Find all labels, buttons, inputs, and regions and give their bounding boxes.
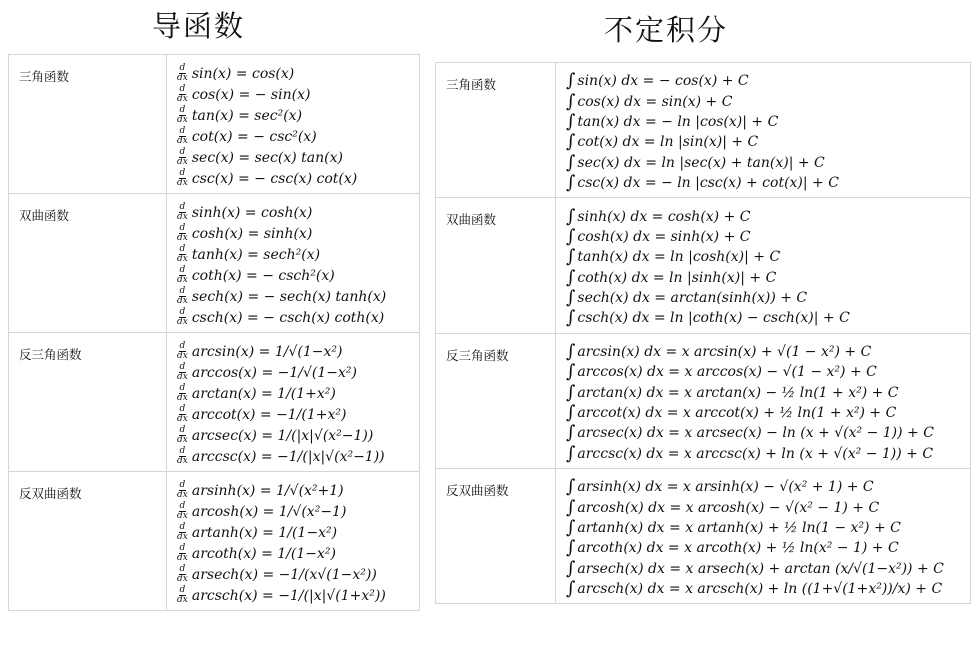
integral-sign-icon: ∫	[566, 442, 576, 464]
formula-text: tan(x) dx = − ln |cos(x)| + C	[577, 113, 779, 130]
derivative-operator-numerator: d	[179, 543, 186, 553]
formula-text: cot(x) dx = ln |sin(x)| + C	[577, 134, 759, 151]
formula-text: cosh(x) dx = sinh(x) + C	[577, 228, 751, 245]
formula-text: arctan(x) = 1/(1+x²)	[191, 385, 336, 402]
derivative-formula	[177, 564, 413, 585]
derivative-operator-denominator: dx	[177, 414, 188, 424]
derivative-operator-denominator: dx	[177, 372, 188, 382]
formula-text: arsinh(x) = 1/√(x²+1)	[191, 482, 344, 499]
derivative-operator-denominator: dx	[177, 532, 188, 542]
derivative-operator	[177, 447, 188, 466]
formula-text: sec(x) dx = ln |sec(x) + tan(x)| + C	[577, 154, 825, 171]
integral-formula	[566, 518, 964, 538]
derivative-operator-numerator: d	[179, 585, 186, 595]
derivative-operator-numerator: d	[179, 522, 186, 532]
integral-formula	[566, 579, 964, 599]
derivative-operator	[177, 502, 188, 521]
derivative-formula	[177, 168, 413, 189]
derivative-operator-numerator: d	[179, 501, 186, 511]
integrals-table-row	[436, 63, 971, 198]
integrals-table-row	[436, 469, 971, 604]
derivative-operator-denominator: dx	[177, 317, 188, 327]
derivative-operator-numerator: d	[179, 223, 186, 233]
integral-formula	[566, 382, 964, 402]
category-label: 双曲函数	[9, 194, 167, 333]
integral-formula	[566, 206, 964, 226]
derivatives-table-row	[9, 333, 420, 472]
formula-text: sin(x) dx = − cos(x) + C	[577, 73, 749, 90]
derivative-formula	[177, 265, 413, 286]
integral-sign-icon: ∫	[566, 496, 576, 518]
formula-text: cot(x) = − csc²(x)	[191, 128, 317, 145]
derivative-operator-numerator: d	[179, 425, 186, 435]
integral-sign-icon: ∫	[566, 172, 576, 194]
derivative-formula	[177, 480, 413, 501]
derivative-formula	[177, 84, 413, 105]
formula-text: cos(x) dx = sin(x) + C	[577, 93, 733, 110]
integral-formula	[566, 153, 964, 173]
derivative-operator-numerator: d	[179, 63, 186, 73]
integral-sign-icon: ∫	[566, 578, 576, 600]
derivatives-table-row	[9, 194, 420, 333]
derivative-operator-numerator: d	[179, 244, 186, 254]
formula-text: arccsc(x) dx = x arccsc(x) + ln (x + √(x² − 1)) + C	[577, 445, 934, 462]
derivative-operator-denominator: dx	[177, 233, 188, 243]
derivative-operator	[177, 342, 188, 361]
integral-sign-icon: ∫	[566, 205, 576, 227]
integral-formula	[566, 444, 964, 464]
derivative-operator	[177, 266, 188, 285]
category-label: 双曲函数	[436, 198, 556, 333]
derivative-operator-denominator: dx	[177, 275, 188, 285]
integral-sign-icon: ∫	[566, 381, 576, 403]
integral-sign-icon: ∫	[566, 246, 576, 268]
derivatives-table-row	[9, 472, 420, 611]
derivative-operator-numerator: d	[179, 84, 186, 94]
category-label: 三角函数	[9, 55, 167, 194]
category-label: 反三角函数	[9, 333, 167, 472]
derivative-operator-numerator: d	[179, 446, 186, 456]
integral-sign-icon: ∫	[566, 361, 576, 383]
derivative-operator	[177, 586, 188, 605]
integrals-table	[435, 62, 971, 604]
formula-text: tan(x) = sec²(x)	[191, 107, 303, 124]
integrals-table-row	[436, 198, 971, 333]
integral-formula	[566, 477, 964, 497]
derivative-operator-denominator: dx	[177, 490, 188, 500]
formula-text: arccos(x) = −1/√(1−x²)	[191, 364, 357, 381]
integral-formula	[566, 423, 964, 443]
formula-text: arccos(x) dx = x arccos(x) − √(1 − x²) + C	[577, 364, 877, 381]
integral-formula	[566, 559, 964, 579]
integral-formula	[566, 308, 964, 328]
integral-sign-icon: ∫	[566, 131, 576, 153]
integral-sign-icon: ∫	[566, 90, 576, 112]
derivative-operator	[177, 106, 188, 125]
derivative-operator-denominator: dx	[177, 393, 188, 403]
derivative-operator-denominator: dx	[177, 574, 188, 584]
derivative-formula	[177, 105, 413, 126]
derivative-operator-numerator: d	[179, 383, 186, 393]
integral-sign-icon: ∫	[566, 110, 576, 132]
derivative-operator-denominator: dx	[177, 296, 188, 306]
derivative-formula	[177, 126, 413, 147]
derivative-operator-numerator: d	[179, 286, 186, 296]
formula-text: csch(x) = − csch(x) coth(x)	[191, 309, 385, 326]
formula-text: sin(x) = cos(x)	[191, 65, 295, 82]
formula-text: arccot(x) dx = x arccot(x) + ½ ln(1 + x²) + C	[577, 405, 897, 422]
derivative-operator	[177, 169, 188, 188]
derivative-operator	[177, 405, 188, 424]
integral-formula	[566, 538, 964, 558]
integrals-table-row	[436, 333, 971, 468]
formula-text: arsech(x) = −1/(x√(1−x²))	[191, 566, 377, 583]
formula-text: csc(x) = − csc(x) cot(x)	[191, 170, 358, 187]
derivative-operator-numerator: d	[179, 265, 186, 275]
formula-text: arcsec(x) = 1/(|x|√(x²−1))	[191, 427, 374, 444]
formula-text: tanh(x) dx = ln |cosh(x)| + C	[577, 249, 781, 266]
derivative-formula	[177, 286, 413, 307]
category-label: 反双曲函数	[436, 469, 556, 604]
derivative-formula	[177, 522, 413, 543]
formula-text: artanh(x) = 1/(1−x²)	[191, 524, 338, 541]
formula-text: arsech(x) dx = x arsech(x) + arctan (x/√(1−x²)) + C	[577, 560, 944, 577]
formula-text: sech(x) dx = arctan(sinh(x)) + C	[577, 290, 808, 307]
derivative-formula	[177, 362, 413, 383]
derivative-operator-numerator: d	[179, 307, 186, 317]
integral-sign-icon: ∫	[566, 225, 576, 247]
formula-text: arcoth(x) dx = x arcoth(x) + ½ ln(x² − 1) + C	[577, 540, 899, 557]
derivative-operator	[177, 127, 188, 146]
formula-text: arccsc(x) = −1/(|x|√(x²−1))	[191, 448, 385, 465]
integral-formula	[566, 288, 964, 308]
formula-text: coth(x) dx = ln |sinh(x)| + C	[577, 269, 777, 286]
integral-formula	[566, 132, 964, 152]
formula-cell	[556, 63, 971, 198]
integral-sign-icon: ∫	[566, 557, 576, 579]
derivative-operator	[177, 85, 188, 104]
integral-formula	[566, 342, 964, 362]
derivative-formula	[177, 383, 413, 404]
derivative-formula	[177, 501, 413, 522]
derivative-operator-denominator: dx	[177, 115, 188, 125]
derivative-formula	[177, 425, 413, 446]
derivative-operator-denominator: dx	[177, 157, 188, 167]
integral-formula	[566, 247, 964, 267]
formula-text: csc(x) dx = − ln |csc(x) + cot(x)| + C	[577, 175, 839, 192]
integral-sign-icon: ∫	[566, 537, 576, 559]
integral-sign-icon: ∫	[566, 151, 576, 173]
derivative-operator	[177, 481, 188, 500]
derivative-operator-denominator: dx	[177, 73, 188, 83]
derivative-formula	[177, 202, 413, 223]
category-label: 反双曲函数	[9, 472, 167, 611]
formula-text: artanh(x) dx = x artanh(x) + ½ ln(1 − x²) + C	[577, 520, 901, 536]
derivative-operator-numerator: d	[179, 480, 186, 490]
formula-text: arccot(x) = −1/(1+x²)	[191, 406, 347, 423]
integral-formula	[566, 173, 964, 193]
formula-text: csch(x) dx = ln |coth(x) − csch(x)| + C	[577, 310, 850, 327]
derivative-operator	[177, 64, 188, 83]
formula-text: arctan(x) dx = x arctan(x) − ½ ln(1 + x²) + C	[577, 384, 899, 401]
derivative-operator-numerator: d	[179, 404, 186, 414]
derivative-operator	[177, 308, 188, 327]
formula-cell	[556, 198, 971, 333]
integral-formula	[566, 362, 964, 382]
derivative-operator	[177, 565, 188, 584]
formula-cell	[167, 55, 420, 194]
formula-cell	[167, 194, 420, 333]
derivative-formula	[177, 63, 413, 84]
derivative-formula	[177, 307, 413, 328]
derivative-operator	[177, 384, 188, 403]
formula-cell	[556, 469, 971, 604]
derivative-operator-denominator: dx	[177, 136, 188, 146]
derivative-operator-numerator: d	[179, 147, 186, 157]
formula-text: arcosh(x) dx = x arcosh(x) − √(x² − 1) + C	[577, 499, 880, 516]
integral-formula	[566, 112, 964, 132]
formula-text: cosh(x) = sinh(x)	[191, 225, 313, 242]
derivative-operator-denominator: dx	[177, 178, 188, 188]
derivative-formula	[177, 543, 413, 564]
derivative-formula	[177, 244, 413, 265]
derivative-operator-denominator: dx	[177, 553, 188, 563]
derivative-operator	[177, 363, 188, 382]
derivative-operator	[177, 426, 188, 445]
formula-text: tanh(x) = sech²(x)	[191, 246, 321, 263]
derivative-operator-denominator: dx	[177, 94, 188, 104]
integral-sign-icon: ∫	[566, 340, 576, 362]
derivative-operator	[177, 287, 188, 306]
integral-formula	[566, 71, 964, 91]
derivative-formula	[177, 147, 413, 168]
derivatives-table-row	[9, 55, 420, 194]
formula-cell	[556, 333, 971, 468]
formula-text: arcsch(x) = −1/(|x|√(1+x²))	[191, 587, 386, 604]
derivative-formula	[177, 404, 413, 425]
integral-sign-icon: ∫	[566, 70, 576, 92]
derivative-operator-numerator: d	[179, 362, 186, 372]
category-label: 反三角函数	[436, 333, 556, 468]
derivative-operator-numerator: d	[179, 126, 186, 136]
derivative-operator-numerator: d	[179, 168, 186, 178]
integral-sign-icon: ∫	[566, 402, 576, 424]
formula-text: arcsch(x) dx = x arcsch(x) + ln ((1+√(1+x²))/x) + C	[577, 581, 943, 598]
integral-sign-icon: ∫	[566, 307, 576, 329]
integral-formula	[566, 227, 964, 247]
derivative-operator-denominator: dx	[177, 212, 188, 222]
formula-text: arsinh(x) dx = x arsinh(x) − √(x² + 1) + C	[577, 479, 874, 496]
integral-sign-icon: ∫	[566, 266, 576, 288]
integral-formula	[566, 403, 964, 423]
derivative-operator-denominator: dx	[177, 511, 188, 521]
category-label: 三角函数	[436, 63, 556, 198]
derivative-operator	[177, 203, 188, 222]
formula-text: arcosh(x) = 1/√(x²−1)	[191, 503, 347, 520]
derivative-operator-denominator: dx	[177, 435, 188, 445]
formula-text: arcsec(x) dx = x arcsec(x) − ln (x + √(x² − 1)) + C	[577, 425, 934, 442]
derivatives-title: 导函数	[152, 9, 246, 43]
integrals-title: 不定积分	[604, 13, 729, 47]
formula-text: sec(x) = sec(x) tan(x)	[191, 149, 343, 166]
derivatives-table	[8, 54, 420, 611]
derivative-operator-numerator: d	[179, 564, 186, 574]
integral-sign-icon: ∫	[566, 287, 576, 309]
derivative-operator-numerator: d	[179, 105, 186, 115]
derivative-operator	[177, 224, 188, 243]
derivative-operator	[177, 523, 188, 542]
derivative-operator-denominator: dx	[177, 351, 188, 361]
formula-text: cos(x) = − sin(x)	[191, 86, 311, 103]
integral-formula	[566, 497, 964, 517]
derivative-operator	[177, 148, 188, 167]
derivative-formula	[177, 446, 413, 467]
formula-text: sinh(x) = cosh(x)	[191, 204, 313, 221]
formula-text: arcoth(x) = 1/(1−x²)	[191, 545, 336, 562]
derivative-formula	[177, 223, 413, 244]
formula-text: coth(x) = − csch²(x)	[191, 267, 335, 284]
integral-sign-icon: ∫	[566, 476, 576, 498]
integral-formula	[566, 268, 964, 288]
derivative-operator-numerator: d	[179, 202, 186, 212]
formula-text: sech(x) = − sech(x) tanh(x)	[191, 288, 387, 305]
formula-text: arcsin(x) = 1/√(1−x²)	[191, 343, 343, 360]
derivative-operator-numerator: d	[179, 341, 186, 351]
formula-cell	[167, 333, 420, 472]
integral-sign-icon: ∫	[566, 422, 576, 444]
derivative-operator-denominator: dx	[177, 595, 188, 605]
derivative-formula	[177, 341, 413, 362]
formula-cell	[167, 472, 420, 611]
derivative-operator	[177, 544, 188, 563]
formula-text: sinh(x) dx = cosh(x) + C	[577, 208, 751, 225]
integral-formula	[566, 91, 964, 111]
derivative-operator	[177, 245, 188, 264]
integral-sign-icon: ∫	[566, 517, 576, 538]
formula-text: arcsin(x) dx = x arcsin(x) + √(1 − x²) + C	[577, 343, 872, 360]
derivative-operator-denominator: dx	[177, 456, 188, 466]
derivative-formula	[177, 585, 413, 606]
derivative-operator-denominator: dx	[177, 254, 188, 264]
